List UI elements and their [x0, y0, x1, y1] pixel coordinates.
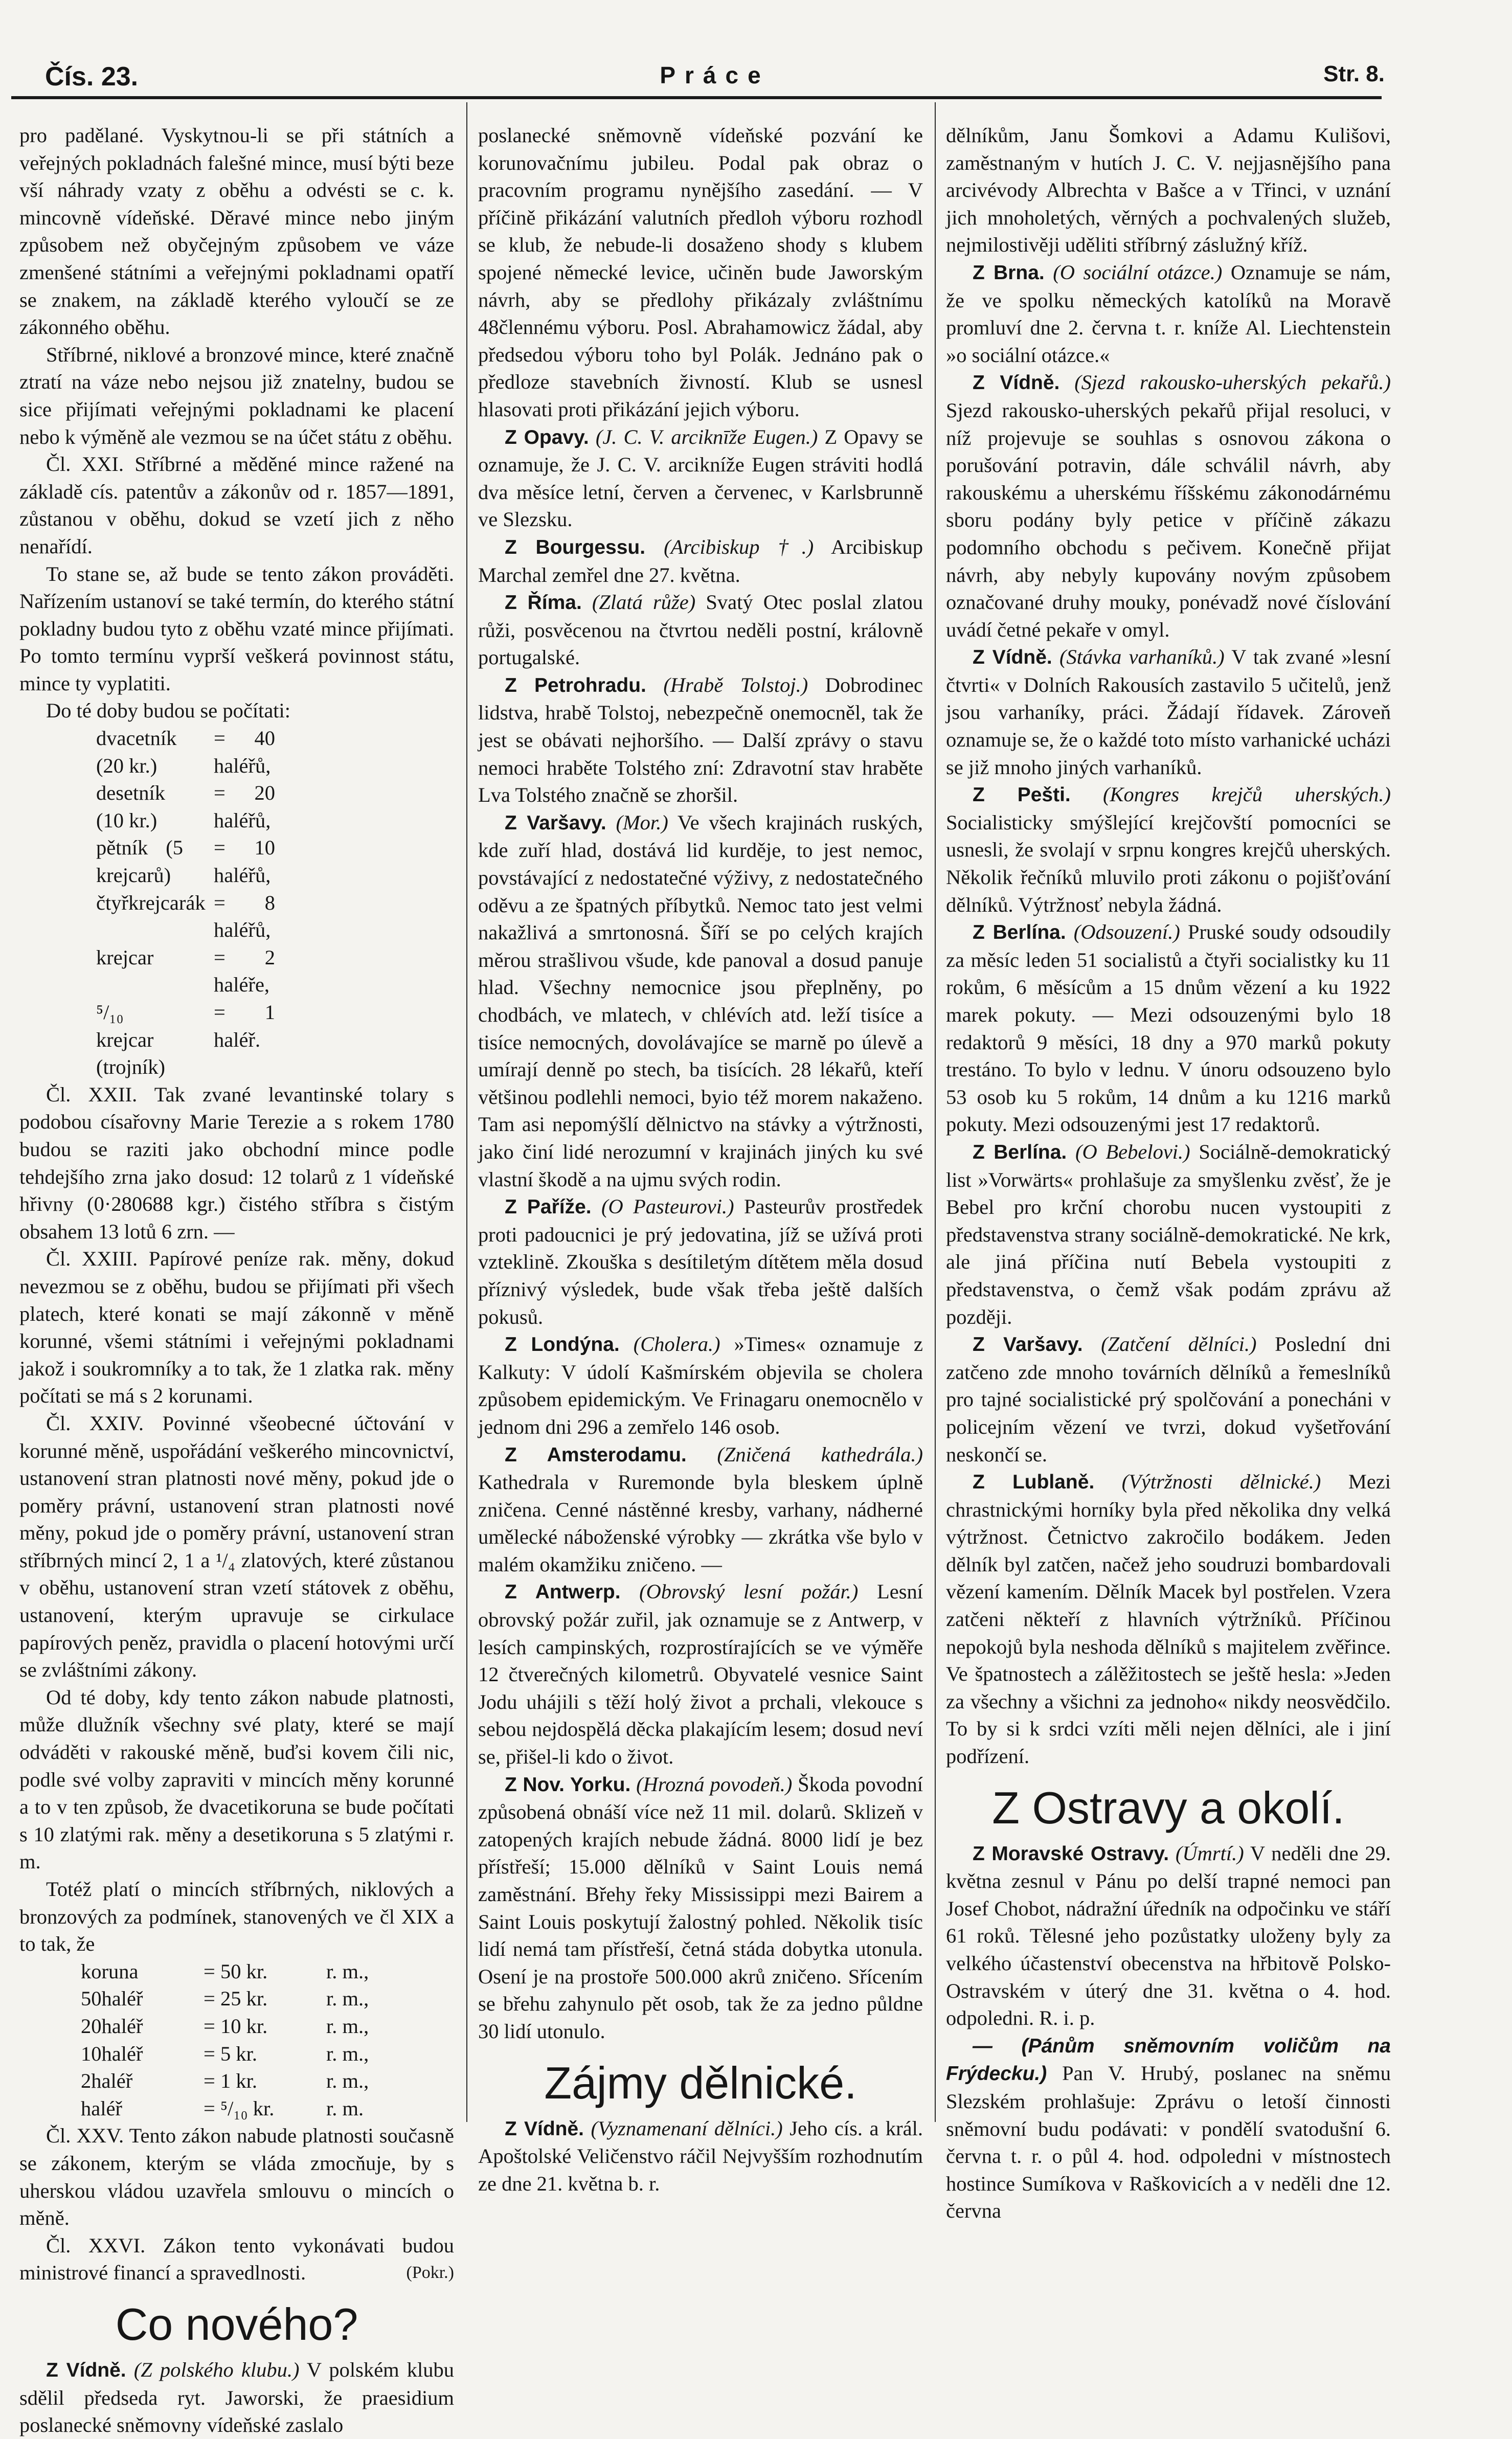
news-place: Z Berlína.	[973, 1141, 1067, 1163]
news-item	[946, 369, 1391, 643]
news-title: (Výtržnosti dělnické.)	[1121, 1470, 1321, 1494]
news-place: Z Vídně.	[973, 372, 1060, 394]
conv-unit: r. m.,	[326, 2014, 369, 2038]
news-text: Dobrodinec lidstva, hrabě Tolstoj, nebezpečně onemocněl, tak že jest se obávati nejhoršího. — Další zprávy o stavu nemoci hraběte Tolstého zní: Zdravotní stav hraběte Lva Tolstého značně se zhoršil.	[478, 673, 923, 807]
paragraph: Do té doby budou se počítati:	[46, 699, 291, 722]
news-item	[478, 1330, 923, 1440]
news-text: Arcibiskup Marchal zemřel dne 27. května.	[478, 535, 923, 586]
news-place: Z Moravské Ostravy.	[973, 1842, 1169, 1865]
paragraph: Čl. XXI. Stříbrné a měděné mince ražené na základě cís. patentův a zákonův od r. 1857—1891, zůstanou v oběhu, dokud se vzetí jich z něho nenařídí.	[19, 453, 454, 558]
news-item	[478, 589, 923, 671]
news-text: Jeho cís. a král. Apoštolské Veličenstvo ráčil Nejvyšším rozhodnutím ze dne 21. května b. r.	[478, 2116, 923, 2195]
paragraph: pro padělané. Vyskytnou-li se při státních a veřejných pokladnách falešné mince, musí býti beze vší náhrady vzaty z oběhu a odvésti se c. k. mincovně vídeňské. Děravé mince nebo jiným způsobem než obyčejným způsobem ve váze zmenšené státními a veřejnými pokladnami opatří se znakem, na základě kterého vyloučí se ze zákonného oběhu.	[19, 124, 454, 339]
news-text: Pan V. Hrubý, poslanec na sněmu Slezském prohlašuje: Zprávu o letoší činnosti sněmovní budu podávati: v pondělí svatodušní 6. června t. r. o půl 4. hod. odpoledni v místnostech hostince Sumíkova v Raškovicích a v neděli dne 12. června	[946, 2062, 1391, 2223]
news-item	[946, 259, 1391, 369]
paragraph: Stříbrné, niklové a bronzové mince, které značně ztratí na váze nebo nejsou již znatelny, budou se sice přijímati veřejnými pokladnami ke placení nebo k výměně ale vezmou se na účet státu z oběhu.	[19, 343, 454, 448]
news-place: Z Bourgessu.	[505, 536, 646, 558]
conv-coin: haléř	[81, 2096, 122, 2120]
rate-value: = 20 haléřů,	[214, 781, 275, 832]
page-header	[45, 61, 1385, 97]
news-title: (Hrozná povodeň.)	[636, 1772, 793, 1796]
conv-coin: 50haléř	[81, 1987, 143, 2011]
news-text: Poslední dni zatčeno zde mnoho továrních dělníků a řemeslníků pro tajné socialistické prý spolčování a ponecháni v policejním vězení ve tvrzi, dokud vyšetřování neskončí se.	[946, 1333, 1391, 1466]
news-place: Z Paříže.	[505, 1196, 592, 1218]
news-item	[478, 2115, 923, 2198]
conversion-table	[19, 1958, 454, 2122]
rate-value: = 8 haléřů,	[214, 891, 275, 942]
news-text: Mezi chrastnickými horníky byla před několika dny velká výtržnost. Četnictvo zakročilo bodákem. Jeden dělník byl zatčen, načež jeho soudruzi bombardovali vězení kamením. Dělník Macek byl postřelen. Vzera zatčeni někteří z hlavních výtržníků. Příčinou nepokojů byla neshoda dělníků s majitelem zvěřince. Ve špatnostech a zálěžitostech se ještě hesla: »Jeden za všechny a všichni za jednoho« nikdy neosvědčilo. To by si k srdci vzíti měli nejen dělníci, ale i jiní podřízení.	[946, 1470, 1391, 1768]
news-text: Škoda povodní způsobená obnáší více než 11 mil. dolarů. Sklizeň v zatopených krajích nebude žádná. 8000 lidí je bez přístřeší; 15.000 dělníků v Saint Louis nemá zaměstnání. Břehy řeky Mississippi mezi Bairem a Saint Louis poskytují žalostný pohled. Několik tisíc lidí nemá tam přístřeší, četná stáda dobytka utonula. Osení je na prostoře 500.000 akrů zničeno. Sřícením se břehu zahynulo pět osob, tak že za jedno půldne 30 lidí utonulo.	[478, 1772, 923, 2043]
news-title: (Mor.)	[616, 810, 668, 834]
news-title: (Obrovský lesní požár.)	[639, 1580, 859, 1604]
header-rule	[11, 96, 1382, 99]
news-place: Z Berlína.	[973, 921, 1066, 944]
rate-value: = 2 haléře,	[214, 945, 275, 997]
news-item	[478, 533, 923, 589]
issue-number: Čís. 23.	[45, 62, 139, 92]
paragraph-text: Čl. XXVI. Zákon tento vykonávati budou ministrové financí a spravedlnosti.	[19, 2233, 454, 2285]
news-text: V polském klubu sdělil předseda ryt. Jaworski, že praesidium poslanecké sněmovny vídeňské zaslalo	[19, 2358, 454, 2437]
paragraph: Čl. XXIV. Povinné všeobecné účtování v korunné měně, uspořádání veškerého mincovnictví, ustanovení stran platnosti nové měny, pokud jde o poměry právní, ustanovení stran platnosti nové měny, pokud jde o poměry právní, ustanovení stran stříbrných mincí 2, 1 a ¹/₄ zlatových, které zůstanou v oběhu, ustanovení stran vzetí státovek z oběhu, ustanovení, kterým upravuje se cirkulace papírových peněz, pravidla o placení hotovými určí se zvláštními zákony.	[19, 1411, 454, 1682]
news-place: Z Říma.	[505, 592, 582, 614]
news-text: Pasteurův prostředek proti padoucnici je prý jedovatina, jíž se užívá proti vzteklině. Zkouška s desítiletým dítětem měla dosud příznivý výsledek, bude však třeba ještě dalších pokusů.	[478, 1195, 923, 1328]
news-title: (Zatčení dělníci.)	[1101, 1333, 1257, 1356]
news-text: Oznamuje se nám, že ve spolku německých katolíků na Moravě promluví dne 2. června t. r. kníže Al. Liechtenstein »o sociální otázce.«	[946, 260, 1391, 367]
news-item	[946, 2032, 1391, 2225]
news-item	[946, 781, 1391, 918]
rate-coin: dvacetník (20 kr.)	[96, 727, 177, 777]
news-place: Z Varšavy.	[973, 1334, 1083, 1356]
news-title: (Vyznamenaní dělníci.)	[591, 2116, 783, 2140]
rate-coin: pětník (5 krejcarů)	[96, 836, 183, 887]
news-item	[478, 1578, 923, 1770]
news-title: (O sociální otázce.)	[1053, 260, 1223, 284]
rate-table	[19, 725, 454, 1081]
news-title: (Cholera.)	[633, 1333, 720, 1356]
news-text: V neděli dne 29. května zesnul v Pánu po delší trapné nemoci pan Josef Chobot, nádražní úředník na odpočinku ve stáří 61 roků. Tělesné jeho pozůstatky uloženy byly za velkého účastenství obecenstva na hřbitově Polsko-Ostravském v úterý dne 31. května o 4. hod. odpoledni. R. i. p.	[946, 1841, 1391, 2030]
news-place: Z Petrohradu.	[505, 674, 646, 696]
news-item	[946, 918, 1391, 1138]
news-title: (Zlatá růže)	[592, 591, 696, 614]
conv-coin: koruna	[81, 1959, 139, 1983]
conv-coin: 10haléř	[81, 2042, 143, 2065]
rate-value: = 40 haléřů,	[214, 727, 275, 777]
conv-unit: r. m.,	[326, 2069, 369, 2093]
rate-coin: čtyřkrejcarák	[96, 891, 206, 914]
conv-value: = ⁵/₁₀ kr.	[204, 2096, 275, 2120]
news-place: Z Opavy.	[505, 426, 589, 448]
conv-unit: r. m.,	[326, 1987, 369, 2011]
news-item	[478, 1441, 923, 1578]
conv-value: = 10 kr.	[204, 2014, 268, 2038]
paragraph: poslanecké sněmovně vídeňské pozvání ke korunovačnímu jubileu. Podal pak obraz o pracovním programu nynějšího zasedání. — V příčině přikázání valutních předloh výboru rozhodl se klub, že nebude-li dosaženo shody s klubem spojené německé levice, učiněn bude Jaworským návrh, aby se předlohy přikázaly zvláštnímu 48člennému výboru. Posl. Abrahamowicz žádal, aby předsedou výboru toho byl Polák. Jednáno pak o předloze stavebních živností. Klub se usnesl hlasovati proti přikázání jejich výboru.	[478, 124, 923, 421]
news-item	[478, 1771, 923, 2045]
news-text: Svatý Otec poslal zlatou růži, posvěcenou na čtvrtou neděli postní, královně portugalské.	[478, 591, 923, 669]
conv-value: = 1 kr.	[204, 2069, 257, 2093]
news-place: Z Varšavy.	[505, 811, 606, 834]
column-divider	[935, 102, 936, 2122]
news-text: Sjezd rakousko-uherských pekařů přijal resoluci, v níž projevuje se souhlas s osnovou zákona o porušování potravin, dále schválil návrh, aby rakouskému a uherskému říšskému zákonodárnému sboru podány byly petice v příčině zákazu podomního obchodu s pečivem. Konečně přijat návrh, aby nebyly kupovány novým způsobem označované druhy mouky, ponévadž nové číslování uvádí četné pekaře v omyl.	[946, 398, 1391, 641]
paragraph	[19, 2232, 454, 2287]
news-text: Socialisticky smýšlející krejčovští pomocníci se usnesli, že svolají v srpnu kongres krejčů uherských. Několik řečníků mluvilo proti zákonu o pojišťování dělníků. Výtržnosť nebyla žádná.	[946, 810, 1391, 916]
news-item	[946, 1138, 1391, 1330]
news-title: (O Pasteurovi.)	[601, 1195, 734, 1218]
rate-coin: ⁵/₁₀ krejcar (trojník)	[96, 1001, 165, 1079]
conv-value: = 5 kr.	[204, 2042, 257, 2065]
news-text: Z Opavy se oznamuje, že J. C. V. arcikníže Eugen stráviti hodlá dva měsíce letní, červen a červenec, v Karlsbrunně ve Slezsku.	[478, 425, 923, 531]
news-place: Z Vídně.	[505, 2117, 584, 2140]
paragraph: Totéž platí o mincích stříbrných, niklových a bronzových za podmínek, stanovených ve čl XIX a to tak, že	[19, 1878, 454, 1956]
news-title: (Arcibiskup †.)	[664, 535, 814, 558]
news-title: (O Bebelovi.)	[1075, 1140, 1190, 1163]
news-title: (J. C. V. arciknīže Eugen.)	[595, 425, 818, 448]
section-heading: Co nového?	[115, 2298, 358, 2350]
news-place: Z Londýna.	[505, 1334, 620, 1356]
news-item	[478, 809, 923, 1193]
news-text: Ve všech krajinách ruských, kde zuří hlad, dostává lid kurděje, to jest nemoc, povstávající z nedostatečné výživy, z nedostatečného oděvu a ze špatných příbytků. Nemoc tato jest velmi nakažlivá a smrtonosná. Šíří se po celých krajích měrou strašlivou všude, kde panoval a dosud panuje hlad. Všechny nemocnice jsou přeplněny, po chodbách, ve mlatech, v chlévích atd. leží tisíce a tisíce nemocných, dovolávajíce se marně po úlevě a umírají denně po stech, ba tisících. 28 lékařů, kteří většinou podlehli nemoci, byio též morem nakaženo. Tam asi nepomýšlí dělnictvo na stávky a výtržnosti, jako činí lidé nerozumní v krajinách jiných ku své vlastní škodě a na ujmu svých rodin.	[478, 810, 923, 1191]
news-text: Pruské soudy odsoudily za měsíc leden 51 socialistů a čtyři socialistky ku 11 rokům, 6 měsícům a 15 dnům vězení a ku 1922 marek pokuty. — Mezi odsouzenými bylo 18 redaktorů 9 měsíci, 18 dny a 970 marků pokuty trestáno. To bylo v lednu. V únoru odsouzeno bylo 53 osob ku 5 rokům, 14 dnům a ku 1216 marků pokuty. Mezi odsouzenými jest 17 redaktorů.	[946, 920, 1391, 1136]
news-text: Kathedrala v Ruremonde byla bleskem úplně zničena. Cenné nástěnné kresby, varhany, nádherné umělecké náboženské výrobky — zkrátka vše bylo v malém okamžiku zničeno. —	[478, 1471, 923, 1576]
paragraph: Čl. XXII. Tak zvané levantinské tolary s podobou císařovny Marie Terezie a s rokem 1780 budou se raziti jako obchodní mince podle tehdejšího zrna jako dosud: 12 tolarů z 1 vídeňské hřivny (0·280688 kgr.) čistého stříbra s čistým obsahem 13 lotů 6 zrn. —	[19, 1082, 454, 1243]
news-title: (Kongres krejčů uherských.)	[1102, 783, 1391, 806]
news-place: Z Antwerp.	[505, 1581, 621, 1604]
news-place: Z Pešti.	[973, 784, 1071, 806]
news-item	[946, 643, 1391, 781]
news-title: (Zničená kathedrála.)	[717, 1442, 923, 1466]
news-text: V tak zvané »lesní čtvrti« v Dolních Rakousích zastavilo 5 učitelů, jenž jsou varhaníky, práci. Žádají řídavek. Zároveň oznamuje se, že o každé toto místo varhanické ucházi se již mnoho jiných varhaníků.	[946, 645, 1391, 779]
continued-note: (Pokr.)	[406, 2263, 454, 2283]
paragraph: dělníkům, Janu Šomkovi a Adamu Kulišovi, zaměstnaným v hutích J. C. V. nejjasnějšího pana arcivévody Albrechta v Bašce a v Třinci, v uznání jich mnoholetých, věrných a pochvalených služeb, nejmilostivěji uděliti stříbrný záslužný kříž.	[946, 124, 1391, 257]
news-place: Z Vídně.	[973, 646, 1052, 669]
rate-coin: desetník (10 kr.)	[96, 781, 165, 832]
news-place: Z Brna.	[973, 261, 1045, 284]
news-place: Z Amsterodamu.	[505, 1443, 687, 1466]
page-number: Str. 8.	[1323, 61, 1385, 86]
conv-coin: 20haléř	[81, 2014, 143, 2038]
column-3	[946, 122, 1391, 2223]
column-2	[478, 122, 923, 2195]
news-title: (Z polského klubu.)	[133, 2358, 300, 2381]
news-place: Z Lublaně.	[973, 1471, 1095, 1494]
conv-value: = 25 kr.	[204, 1987, 268, 2011]
newspaper-title: Práce	[660, 62, 770, 88]
news-title: (Sjezd rakousko-uherských pekařů.)	[1074, 371, 1391, 394]
news-title: (Úmrtí.)	[1175, 1841, 1244, 1865]
news-item	[478, 423, 923, 533]
paragraph: Čl. XXV. Tento zákon nabude platnosti současně se zákonem, kterým se vláda zmocňuje, by s uherskou vládou uzavřela smlouvu o mincích o měně.	[19, 2124, 454, 2230]
news-item	[478, 671, 923, 809]
conv-value: = 50 kr.	[204, 1959, 268, 1983]
conv-unit: r. m.	[326, 2096, 364, 2120]
conv-unit: r. m.,	[326, 2042, 369, 2065]
rate-value: = 10 haléřů,	[214, 836, 275, 887]
news-item	[946, 1840, 1391, 2032]
conv-unit: r. m.,	[326, 1959, 369, 1983]
news-title: — (Pánům sněmovním voličům na Frýdecku.)	[946, 2035, 1391, 2085]
column-1	[19, 122, 454, 2437]
news-text: Lesní obrovský požár zuřil, jak oznamuje se z Antwerp, v lesích campinských, rozprostírajících se ve výměře 12 čtverečných kilometrů. Obyvatelé vesnice Saint Jodu uhájili s těží holý život a prchali, vlekouce s sebou nejdospělá děcka plakajícím lesem; dosud neví se, přišel-li kdo o život.	[478, 1580, 923, 1769]
news-title: (Hrabě Tolstoj.)	[663, 673, 808, 696]
paragraph: To stane se, až bude se tento zákon prováděti. Nařízením ustanoví se také termín, do kterého státní pokladny budou tyto z oběhu vzaté mince přijímati. Po tomto termínu vyprší veškerá povinnost státu, mince ty vyplatiti.	[19, 562, 454, 695]
paragraph: Od té doby, kdy tento zákon nabude platnosti, může dlužník všechny své platy, které se mají odváděti v rakouské měně, buďsi kovem čili nic, podle své volby zapraviti v mincích měny korunné a to v ten způsob, že dvacetikoruna se bude počítati s 10 zlatými rak. měny a desetikoruna s 5 zlatými r. m.	[19, 1685, 454, 1873]
paragraph: Čl. XXIII. Papírové peníze rak. měny, dokud nevezmou se z oběhu, budou se přijímati při všech platech, které konati se mají zákonně v měně korunné, všemi státními i veřejnými pokladnami jakož i soukromníky a to tak, že 1 zlatka rak. měny počítati se má s 2 korunami.	[19, 1247, 454, 1408]
rate-coin: krejcar	[96, 945, 154, 969]
news-title: (Odsouzení.)	[1073, 920, 1180, 944]
section-heading: Z Ostravy a okolí.	[992, 1782, 1345, 1833]
news-title: (Stávka varhaníků.)	[1059, 645, 1225, 669]
news-place: Z Nov. Yorku.	[505, 1773, 631, 1796]
column-divider	[466, 102, 467, 2122]
news-item	[478, 1193, 923, 1330]
news-item	[946, 1468, 1391, 1770]
news-item	[19, 2356, 454, 2439]
rate-value: = 1 haléř.	[214, 1001, 275, 1051]
conv-coin: 2haléř	[81, 2069, 133, 2093]
section-heading: Zájmy dělnické.	[544, 2057, 857, 2108]
news-place: Z Vídně.	[46, 2359, 126, 2381]
news-item	[946, 1330, 1391, 1468]
news-text: Sociálně-demokratický list »Vorwärts« prohlašuje za smyšlenku zvěsť, že je Bebel pro krční chorobu nucen vystoupiti z představenstva strany sociálně-demokratické. Ne krk, ale jiná příčina nutí Bebela vystoupiti z představenstva, o čemž však podám zprávu až později.	[946, 1140, 1391, 1328]
news-text: »Times« oznamuje z Kalkuty: V údolí Kašmírském objevila se cholera způsobem epidemickým. Ve Frinagaru onemocnělo v jednom dni 296 a zemřelo 146 osob.	[478, 1333, 923, 1438]
